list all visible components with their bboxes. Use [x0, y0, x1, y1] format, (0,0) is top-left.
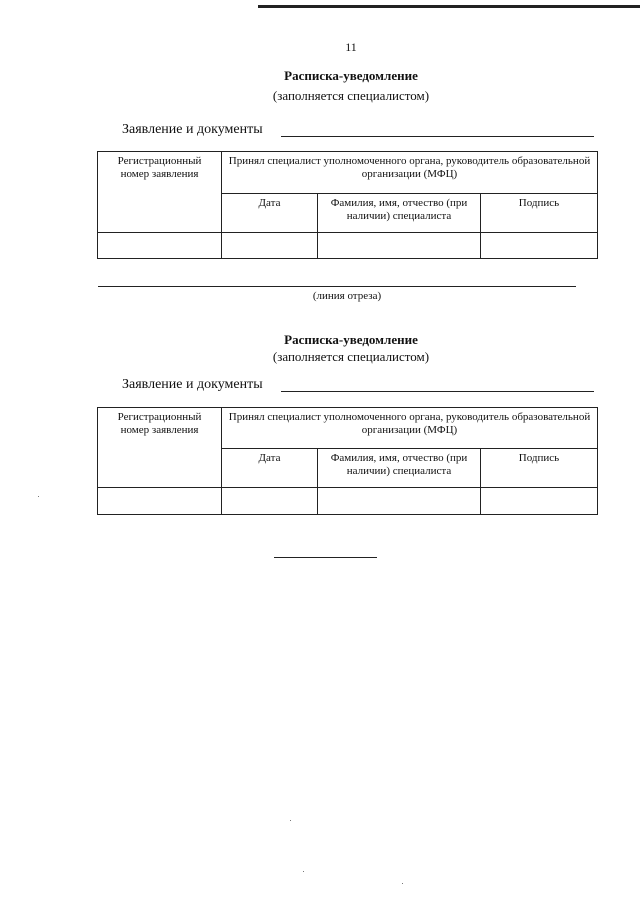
- date-cell[interactable]: [222, 233, 318, 259]
- accepted-by-header: Принял специалист уполномоченного органа, руководитель образовательной организации (МФЦ): [222, 152, 598, 194]
- receipt-subtitle: (заполняется специалистом): [272, 349, 430, 364]
- registration-number-header: Регистрационный номер заявления: [98, 408, 222, 488]
- registration-number-cell[interactable]: [98, 233, 222, 259]
- end-rule: [274, 557, 377, 558]
- receipt-subtitle: (заполняется специалистом): [272, 88, 430, 103]
- signature-cell[interactable]: [481, 488, 598, 515]
- signature-cell[interactable]: [481, 233, 598, 259]
- accepted-by-header: Принял специалист уполномоченного органа, руководитель образовательной организации (МФЦ): [222, 408, 598, 449]
- date-header: Дата: [222, 194, 318, 233]
- scan-speck: [303, 871, 304, 872]
- documents-fill-line[interactable]: [281, 391, 594, 392]
- cut-line: [98, 286, 576, 287]
- registration-number-cell[interactable]: [98, 488, 222, 515]
- date-cell[interactable]: [222, 488, 318, 515]
- scan-speck: [402, 883, 403, 884]
- documents-label: Заявление и документы: [122, 377, 263, 392]
- receipt-title: Расписка-уведомление: [284, 332, 418, 347]
- scan-speck: [290, 820, 291, 821]
- receipt-table: [97, 151, 598, 259]
- specialist-name-header: Фамилия, имя, отчество (при наличии) специалиста: [318, 449, 481, 488]
- cut-line-label: (линия отреза): [312, 290, 382, 302]
- documents-fill-line[interactable]: [281, 136, 594, 137]
- top-rule: [258, 5, 640, 8]
- signature-header: Подпись: [481, 449, 598, 488]
- date-header: Дата: [222, 449, 318, 488]
- registration-number-header: Регистрационный номер заявления: [98, 152, 222, 233]
- receipt-title: Расписка-уведомление: [284, 68, 418, 83]
- receipt-table: [97, 407, 598, 515]
- specialist-name-cell[interactable]: [318, 233, 481, 259]
- scan-speck: [38, 496, 39, 497]
- specialist-name-cell[interactable]: [318, 488, 481, 515]
- documents-label: Заявление и документы: [122, 122, 263, 137]
- signature-header: Подпись: [481, 194, 598, 233]
- specialist-name-header: Фамилия, имя, отчество (при наличии) специалиста: [318, 194, 481, 233]
- page-number: 11: [345, 40, 357, 54]
